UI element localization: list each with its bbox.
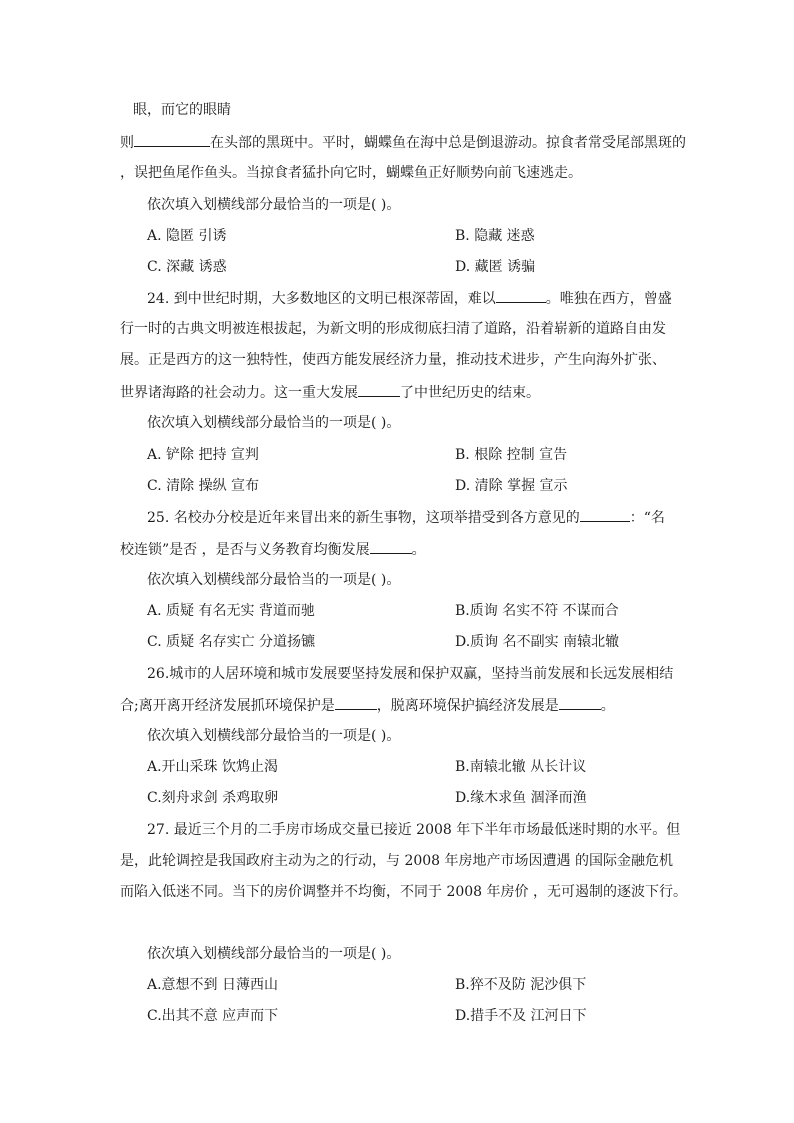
- q23-line-2-end: 在头部的黑斑中。平时，蝴蝶鱼在海中总是倒退游动。掠食者常受尾部黑斑的: [210, 135, 686, 151]
- q24-line-1-start: 24. 到中世纪时期，大多数地区的文明已根深蒂固，难以: [147, 291, 496, 307]
- q25-line-2-end: 。: [411, 542, 426, 558]
- q24-line-4-start: 世界诸海路的社会动力。这一重大发展: [120, 385, 358, 401]
- q24-line-2: 行一时的古典文明被连根拔起，为新文明的形成彻底扫清了道路，沿着崭新的道路自由发: [120, 321, 666, 337]
- q24-line-4: [120, 382, 540, 403]
- q25-line-1: [147, 507, 665, 528]
- q25-prompt: 依次填入划横线部分最恰当的一项是( )。: [147, 572, 401, 588]
- q26-option-d: D.缘木求鱼 涸泽而渔: [455, 790, 587, 806]
- q25-option-b: B.质询 名实不符 不谋而合: [455, 603, 619, 619]
- q27-option-d: D.措手不及 江河日下: [455, 1008, 587, 1024]
- q24-line-1-end: 。唯独在西方，曾盛: [545, 291, 672, 307]
- q26-line-1: 26.城市的人居环境和城市发展要坚持发展和保护双赢，坚持当前发展和长远发展相结: [147, 666, 674, 682]
- answer-blank: [134, 132, 210, 147]
- answer-blank: [580, 507, 630, 522]
- q24-option-d: D. 清除 掌握 宣示: [455, 478, 568, 494]
- q26-option-b: B.南辕北辙 从长计议: [455, 759, 587, 775]
- q23-line-2-start: 则: [120, 135, 134, 151]
- answer-blank: [496, 288, 546, 303]
- q25-line-2: [120, 539, 426, 560]
- q24-prompt: 依次填入划横线部分最恰当的一项是( )。: [147, 415, 401, 431]
- q23-option-d: D. 藏匿 诱骗: [455, 259, 536, 275]
- q26-line-2-start: 合;离开离开经济发展抓环境保护是: [120, 698, 335, 714]
- answer-blank: [358, 382, 400, 397]
- q27-option-c: C.出其不意 应声而下: [147, 1008, 279, 1024]
- q25-option-a: A. 质疑 有名无实 背道而驰: [147, 603, 315, 619]
- q25-line-1-end: ：“名: [629, 510, 665, 526]
- answer-blank: [335, 695, 377, 710]
- q24-option-c: C. 清除 操纵 宣布: [147, 478, 260, 494]
- q23-line-1: 眼，而它的眼睛: [133, 102, 231, 118]
- q26-line-2-mid: ，脱离环境保护搞经济发展是: [376, 698, 559, 714]
- q27-option-a: A.意想不到 日薄西山: [147, 977, 279, 993]
- q25-line-2-start: 校连锁”是否 ，是否与义务教育均衡发展: [120, 542, 370, 558]
- q27-line-3: 而陷入低迷不同。当下的房价调整并不均衡，不同于 2008 年房价 ，无可遏制的逐波下行。: [120, 884, 687, 900]
- q23-line-3: ，误把鱼尾作鱼头。当掠食者猛扑向它时，蝴蝶鱼正好顺势向前飞速逃走。: [120, 165, 582, 181]
- q25-option-c: C. 质疑 名存实亡 分道扬镳: [147, 634, 316, 650]
- q25-line-1-start: 25. 名校办分校是近年来冒出来的新生事物，这项举措受到各方意见的: [147, 510, 580, 526]
- q23-prompt: 依次填入划横线部分最恰当的一项是( )。: [147, 197, 401, 213]
- q26-option-a: A.开山采珠 饮鸩止渴: [147, 759, 279, 775]
- answer-blank: [559, 695, 601, 710]
- q23-option-a: A. 隐匿 引诱: [147, 228, 227, 244]
- q26-line-2-end: 。: [600, 698, 615, 714]
- q25-option-d: D.质询 名不副实 南辕北辙: [455, 634, 620, 650]
- q27-option-b: B.猝不及防 泥沙俱下: [455, 977, 587, 993]
- q24-option-b: B. 根除 控制 宣告: [455, 447, 568, 463]
- q27-line-1: 27. 最近三个月的二手房市场成交量已接近 2008 年下半年市场最低迷时期的水平。但: [147, 822, 681, 838]
- q27-line-2: 是，此轮调控是我国政府主动为之的行动，与 2008 年房地产市场因遭遇 的国际金融危机: [120, 853, 673, 869]
- q23-line-2: [120, 132, 686, 153]
- q23-option-b: B. 隐藏 迷惑: [455, 228, 535, 244]
- q24-line-4-end: 了中世纪历史的结束。: [400, 385, 540, 401]
- q26-option-c: C.刻舟求剑 杀鸡取卵: [147, 790, 279, 806]
- q26-line-2: [120, 695, 615, 716]
- q26-prompt: 依次填入划横线部分最恰当的一项是( )。: [147, 728, 401, 744]
- q24-line-3: 展。正是西方的这一独特性，使西方能发展经济力量，推动技术进步，产生向海外扩张、: [120, 352, 666, 368]
- answer-blank: [370, 539, 412, 554]
- q24-option-a: A. 铲除 把持 宣判: [147, 447, 259, 463]
- q23-option-c: C. 深藏 诱惑: [147, 259, 227, 275]
- q24-line-1: [147, 288, 672, 309]
- q27-prompt: 依次填入划横线部分最恰当的一项是( )。: [147, 946, 401, 962]
